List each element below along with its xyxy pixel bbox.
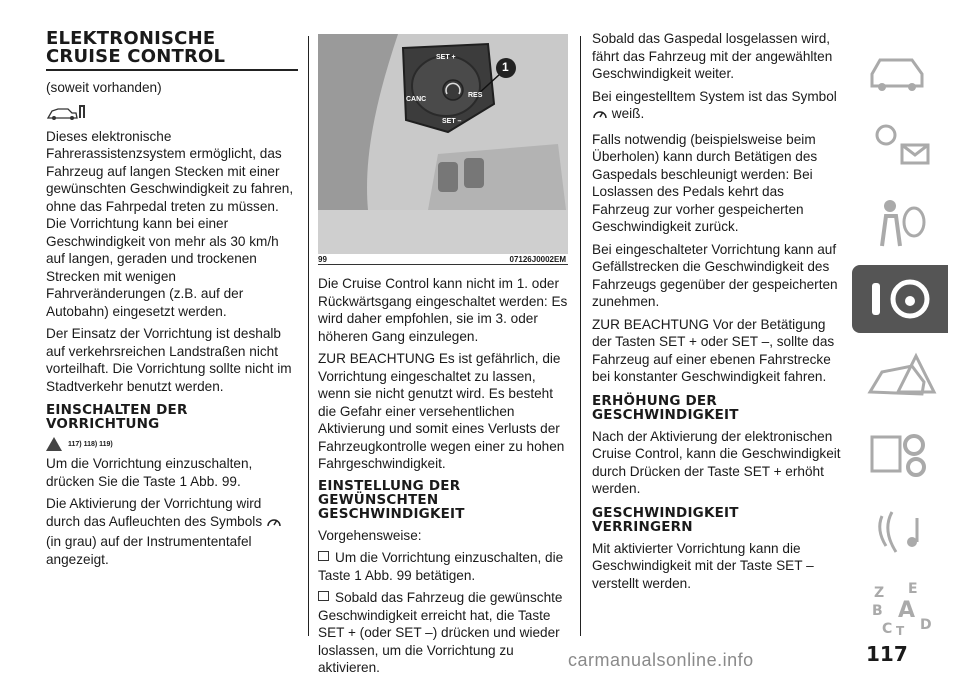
callout-number: 1 <box>502 60 509 74</box>
warning-triangle-icon <box>46 437 62 451</box>
tab-car-dashboard[interactable] <box>852 34 948 102</box>
symbol-white-paragraph <box>592 88 844 126</box>
page-number: 117 <box>866 642 908 666</box>
column-divider-1 <box>308 36 309 636</box>
index-letter: D <box>920 617 932 633</box>
heading-line: GESCHWINDIGKEIT <box>318 505 465 522</box>
maintenance-gears-icon <box>852 419 948 487</box>
bullet-text: Um die Vorrichtung einzuschalten, die Taste 1 Abb. 99 betätigen. <box>318 550 564 583</box>
version-car-icons <box>46 102 298 122</box>
title-line-1: ELEKTRONISCHE <box>46 28 216 49</box>
procedure-intro: Vorgehensweise: <box>318 527 422 543</box>
set-minus-label: SET – <box>442 118 462 125</box>
reference-numbers: 117) 118) 119) <box>68 440 113 448</box>
availability-note: (soweit vorhanden) <box>46 80 162 95</box>
speedometer-icon <box>592 107 608 126</box>
pedal-release-paragraph: Sobald das Gaspedal losgelassen wird, fährt das Fahrzeug mit der angewählten Geschwindigkeit weiter. <box>592 31 833 81</box>
title-divider <box>46 69 298 71</box>
text-segment: (in grau) auf der Instrumententafel angezeigt. <box>46 534 252 567</box>
bullet-text: Sobald das Fahrzeug die gewünschte Geschwindigkeit erreicht hat, die Taste SET + (oder SET –) drücken und wieder loslassen, um die Vorrichtung zu aktivieren. <box>318 590 563 675</box>
checkbox-bullet-icon <box>318 551 329 561</box>
intro-paragraph: Dieses elektronische Fahrerassistenzsystem ermöglicht, das Fahrzeug auf langen Stecken mit einer gewünschten Geschwindigkeit zu fahren, ohne das Fahrpedal treten zu müssen. Die Vorrichtung kann bei einer Geschwindigkeit von mehr als 30 km/h auf langen, geraden und trockenen Strecken mit wenigen Fahrveränderungen (z.B. auf der Autobahn) eingesetzt werden. <box>46 128 294 319</box>
overtaking-paragraph: Falls notwendig (beispielsweise beim Überholen) kann durch Betätigen des Gaspedals beschleunigt werden: Bei Loslassen des Pedals kehrt das Fahrzeug zur vorher gespeicherten Geschwindigkeit zurück. <box>592 131 818 234</box>
text-segment: weiß. <box>611 106 645 121</box>
index-letters-icon <box>852 573 948 641</box>
tab-safety[interactable] <box>852 188 948 256</box>
figure-divider <box>318 264 568 265</box>
warning-references <box>46 437 298 451</box>
increase-paragraph: Nach der Aktivierung der elektronischen Cruise Control, kann die Geschwindigkeit durch Drücken der Taste SET + erhöht werden. <box>592 428 841 496</box>
heading-switch-on <box>46 403 298 431</box>
downhill-paragraph: Bei eingeschalteter Vorrichtung kann auf Gefällstrecken die Geschwindigkeit des Fahrzeugs gegenüber der gespeicherten zunehmen. <box>592 241 838 309</box>
bullet-item <box>318 549 568 584</box>
heading-line: GEWÜNSCHTEN <box>318 491 439 508</box>
set-plus-label: SET + <box>436 54 456 61</box>
column-1 <box>46 30 298 573</box>
steering-wheel-figure <box>318 34 568 254</box>
key-steering-wheel-icon <box>852 265 948 333</box>
switch-on-paragraph: Um die Vorrichtung einzuschalten, drücken Sie die Taste 1 Abb. 99. <box>46 456 253 489</box>
heading-line: EINSCHALTEN DER <box>46 402 188 418</box>
figure-number: 99 <box>318 255 327 264</box>
heading-line: GESCHWINDIGKEIT <box>592 504 739 521</box>
heading-line: GESCHWINDIGKEIT <box>592 406 739 423</box>
tab-emergency[interactable] <box>852 342 948 410</box>
tab-starting-driving[interactable] <box>852 265 948 333</box>
safety-airbag-icon <box>852 188 948 256</box>
multimedia-icon <box>852 496 948 564</box>
tab-warning-lights[interactable] <box>852 111 948 179</box>
watermark: carmanualsonline.info <box>568 650 754 670</box>
tab-multimedia[interactable] <box>852 496 948 564</box>
car-dashboard-icon <box>852 34 948 102</box>
heading-line: EINSTELLUNG DER <box>318 477 461 494</box>
text-segment: Bei eingestelltem System ist das Symbol <box>592 88 837 104</box>
tab-maintenance[interactable] <box>852 419 948 487</box>
heading-line: ERHÖHUNG DER <box>592 392 717 409</box>
chapter-tabs <box>852 34 960 650</box>
column-2 <box>318 34 568 682</box>
level-road-paragraph: ZUR BEACHTUNG Vor der Betätigung der Tasten SET + oder SET –, sollte das Fahrzeug auf einer ebenen Fahrstrecke bei konstanter Geschwindigkeit fahren. <box>592 316 835 384</box>
bullet-item <box>318 589 568 677</box>
heading-decrease-speed <box>592 506 844 534</box>
activation-paragraph <box>46 495 298 568</box>
speedometer-icon <box>266 515 282 534</box>
heading-line: VORRICHTUNG <box>46 416 160 432</box>
canc-label: CANC <box>406 96 427 103</box>
index-letter: A <box>898 598 916 623</box>
caution-paragraph: ZUR BEACHTUNG Es ist gefährlich, die Vorrichtung eingeschaltet zu lassen, wenn sie nicht genutzt wird. Es besteht die Gefahr einer versehentlichen Aktivierung und somit eines Verlusts der Fahrzeugkontrolle wegen einer zu hohen Fahrgeschwindigkeit. <box>318 351 565 471</box>
section-title <box>46 30 298 66</box>
title-line-2: CRUISE CONTROL <box>46 46 226 67</box>
decrease-paragraph: Mit aktivierter Vorrichtung kann die Geschwindigkeit mit der Taste SET – verstellt werden. <box>592 540 814 591</box>
heading-set-speed <box>318 479 568 521</box>
figure-caption <box>318 255 568 264</box>
warning-lights-icon <box>852 111 948 179</box>
index-letter: Z <box>874 585 885 601</box>
text-segment: Die Aktivierung der Vorrichtung wird durch das Aufleuchten des Symbols <box>46 496 263 529</box>
heading-increase-speed <box>592 394 844 422</box>
column-divider-2 <box>580 36 581 636</box>
index-letter: C <box>882 621 893 637</box>
tab-index[interactable] <box>852 573 948 641</box>
checkbox-bullet-icon <box>318 591 329 601</box>
gear-paragraph: Die Cruise Control kann nicht im 1. oder Rückwärtsgang eingeschaltet werden: Es wird daher empfohlen, sie im 3. oder höheren Gang einzulegen. <box>318 276 568 344</box>
index-letter: B <box>872 603 883 619</box>
figure-code: 07126J0002EM <box>509 255 566 264</box>
index-letter: E <box>908 581 918 597</box>
column-3 <box>592 30 844 597</box>
index-letter: T <box>896 624 905 638</box>
breakdown-icon <box>852 342 948 410</box>
heading-line: VERRINGERN <box>592 518 693 535</box>
usage-paragraph: Der Einsatz der Vorrichtung ist deshalb auf verkehrsreichen Landstraßen nicht vorteilhaft. Die Vorrichtung sollte nicht im Stadtverkehr benutzt werden. <box>46 326 292 394</box>
res-label: RES <box>468 92 483 99</box>
